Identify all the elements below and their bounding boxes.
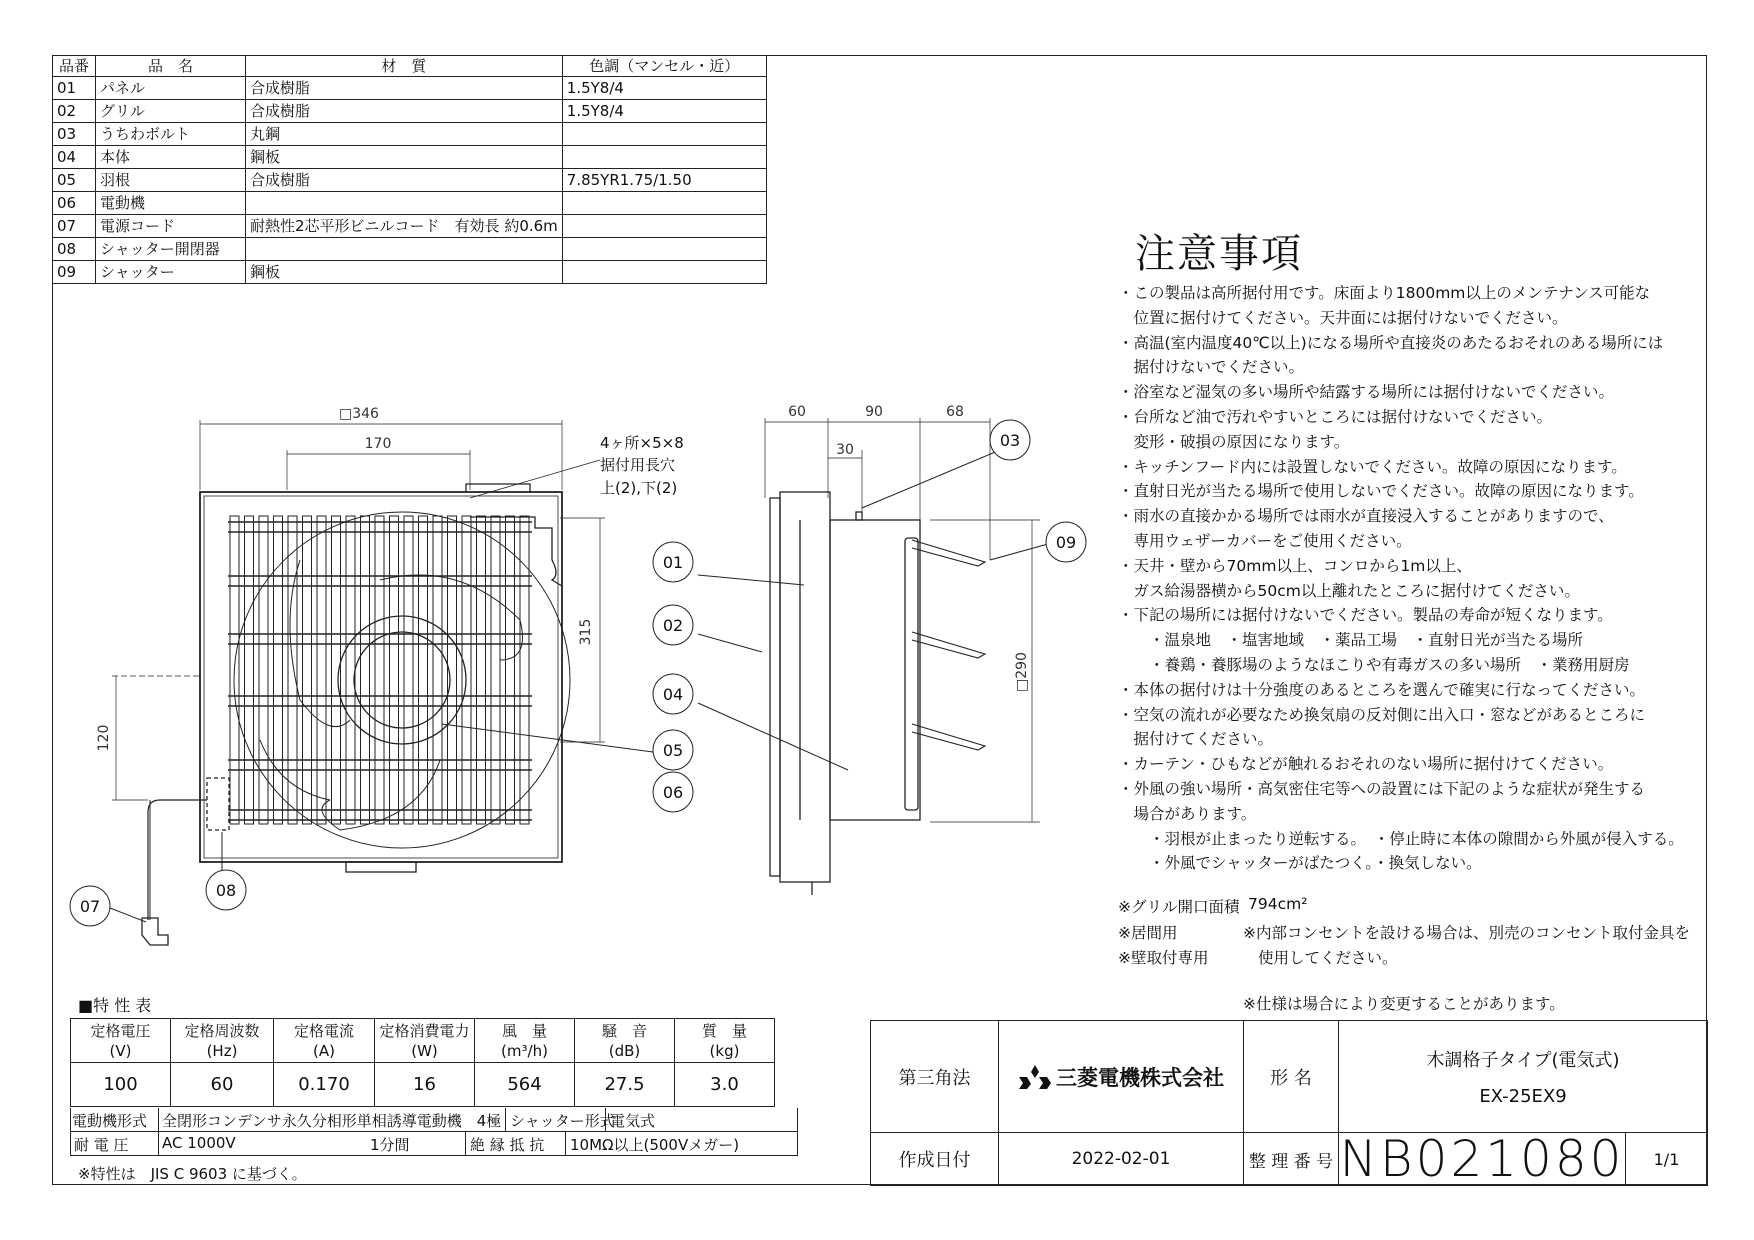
- note-line: ・台所など油で汚れやすいところには据付けないでください。: [1118, 407, 1553, 426]
- front-view: [112, 420, 605, 945]
- grille-bar: [375, 516, 384, 824]
- side-panel: [770, 498, 780, 876]
- spec-footnote: ※特性は JIS C 9603 に基づく。: [78, 1165, 307, 1183]
- model-cell: [1339, 1021, 1708, 1133]
- parts-cell-material: 鋼板: [246, 146, 563, 169]
- callout-label: 02: [662, 616, 684, 635]
- parts-cell-material: 合成樹脂: [246, 169, 563, 192]
- company-cell: [999, 1021, 1244, 1133]
- note-line: 専用ウェザーカバーをご使用ください。: [1118, 531, 1412, 550]
- spec-header-line: 風 量: [501, 1021, 547, 1040]
- callout-09: [1046, 522, 1086, 562]
- note-line: ・外風でシャッターがばたつく。・換気しない。: [1118, 854, 1482, 873]
- company-name: 三菱電機株式会社: [1056, 1065, 1224, 1090]
- spec-header-line: 定格消費電力: [379, 1021, 470, 1040]
- grille-bar: [491, 516, 500, 824]
- grille-bar: [274, 516, 283, 824]
- notes-list: [1118, 281, 1684, 876]
- spec-header-line: 定格電圧: [90, 1021, 151, 1040]
- callout-08: [206, 870, 246, 910]
- parts-cell-name: 羽根: [96, 169, 246, 192]
- grille-bar: [404, 516, 413, 824]
- spec-header-line: (kg): [709, 1041, 740, 1060]
- spec-header: [475, 1019, 575, 1063]
- callout-03: [990, 420, 1030, 460]
- parts-cell-color: 1.5Y8/4: [562, 77, 766, 100]
- hole-note-2: 据付用長穴: [600, 456, 676, 474]
- parts-cell-no: 01: [53, 77, 96, 100]
- callout-01: [653, 542, 693, 582]
- callout-label: 08: [215, 881, 237, 900]
- note-line: ・浴室など湿気の多い場所や結露する場所には据付けないでください。: [1118, 383, 1615, 402]
- parts-cell-no: 09: [53, 261, 96, 284]
- spec-value: 27.5: [575, 1063, 675, 1107]
- grille-bar: [245, 516, 254, 824]
- dim-hole-spacing: 170: [364, 436, 392, 452]
- number-label: 整 理 番 号: [1244, 1133, 1339, 1186]
- note-line: ・雨水の直接かかる場所では雨水が直接浸入することがありますので、: [1118, 507, 1614, 526]
- parts-cell-no: 04: [53, 146, 96, 169]
- callout-04: [653, 674, 693, 714]
- parts-cell-no: 06: [53, 192, 96, 215]
- shutter-blade: [912, 540, 985, 566]
- callout-02: [653, 605, 693, 645]
- spec-header-line: 定格電流: [293, 1021, 354, 1040]
- note-line: 据付けてください。: [1118, 730, 1274, 749]
- parts-header-color: 色調（マンセル・近）: [562, 56, 766, 77]
- shutter-type-label: シャッター形式: [510, 1112, 615, 1130]
- grille-bar: [317, 516, 326, 824]
- shutter-blade: [912, 724, 985, 750]
- callout-label: 01: [662, 553, 684, 572]
- note-line: ・天井・壁から70mm以上、コンロから1m以上、: [1118, 556, 1472, 575]
- spec-header: [575, 1019, 675, 1063]
- parts-cell-material: 鋼板: [246, 261, 563, 284]
- note-line: ・カーテン・ひもなどが触れるおそれのない場所に据付けてください。: [1118, 755, 1614, 774]
- note-line: ・直射日光が当たる場所で使用しないでください。故障の原因になります。: [1118, 482, 1644, 501]
- note-line: ・養鶏・養豚場のようなほこりや有毒ガスの多い場所 ・業務用厨房: [1118, 655, 1630, 674]
- parts-cell-name: グリル: [96, 100, 246, 123]
- spec-header-line: (Hz): [206, 1041, 238, 1060]
- note-line: ガス給湯器横から50cm以上離れたところに据付けてください。: [1118, 581, 1580, 600]
- outlet-note-1: ※内部コンセントを設ける場合は、別売のコンセント取付金具を: [1243, 924, 1690, 942]
- dim-side-60: 60: [788, 404, 806, 420]
- note-line: ・温泉地 ・塩害地域 ・薬品工場 ・直射日光が当たる場所: [1118, 631, 1584, 650]
- grill-area-value: 794cm²: [1248, 895, 1308, 913]
- spec-value: 0.170: [274, 1063, 375, 1107]
- parts-cell-name: うちわボルト: [96, 123, 246, 146]
- spec-header-line: (dB): [608, 1041, 641, 1060]
- grille-bar: [477, 516, 486, 824]
- spec-header: [375, 1019, 475, 1063]
- grille-bar: [303, 516, 312, 824]
- callout-label: 04: [662, 685, 684, 704]
- dim-height-315: 315: [578, 618, 594, 646]
- callout-07: [70, 886, 110, 926]
- dim-side-68: 68: [946, 404, 964, 420]
- parts-cell-material: 合成樹脂: [246, 100, 563, 123]
- side-body: [830, 520, 920, 820]
- callout-label: 07: [79, 897, 101, 916]
- spec-extra: [70, 1108, 798, 1162]
- note-line: ・空気の流れが必要なため換気扇の反対側に出入口・窓などがあるところに: [1118, 705, 1646, 724]
- dim-height-120: 120: [96, 724, 112, 752]
- parts-cell-no: 05: [53, 169, 96, 192]
- note-line: 据付けないでください。: [1118, 358, 1305, 377]
- spec-header-line: (W): [411, 1041, 438, 1060]
- parts-cell-no: 02: [53, 100, 96, 123]
- motor-type-label: 電動機形式: [72, 1112, 148, 1130]
- parts-cell-name: シャッター開閉器: [96, 238, 246, 261]
- withstand-value: AC 1000V: [162, 1134, 236, 1152]
- side-view: [765, 418, 1040, 895]
- spec-header: [71, 1019, 171, 1063]
- spec-value: 564: [475, 1063, 575, 1107]
- dim-overall: □346: [339, 406, 379, 422]
- dim-side-90: 90: [865, 404, 883, 420]
- spec-header-line: (A): [313, 1041, 335, 1060]
- panel-outline: [200, 492, 562, 862]
- spec-value: 3.0: [675, 1063, 775, 1107]
- shutter-blade: [912, 632, 985, 658]
- notes-title: 注意事項: [1135, 231, 1303, 277]
- parts-cell-material: 丸鋼: [246, 123, 563, 146]
- callout-label: 05: [662, 741, 684, 760]
- drawing-number: NB021080: [1339, 1130, 1625, 1188]
- grille-bar: [361, 516, 370, 824]
- note-line: 場合があります。: [1118, 804, 1257, 823]
- usage-living: ※居間用: [1118, 924, 1178, 942]
- grille-bar: [462, 516, 471, 824]
- spec-value: 16: [375, 1063, 475, 1107]
- grille-bar: [433, 516, 442, 824]
- grille-bar: [419, 516, 428, 824]
- shutter-type: 電気式: [610, 1112, 656, 1130]
- spec-header: [675, 1019, 775, 1063]
- mitsubishi-logo-icon: [1018, 1064, 1052, 1090]
- parts-cell-color: 1.5Y8/4: [562, 100, 766, 123]
- spec-header-line: (V): [109, 1041, 132, 1060]
- grille-bar: [506, 516, 515, 824]
- note-line: 位置に据付けてください。天井面には据付けないでください。: [1118, 308, 1568, 327]
- grille-bar: [390, 516, 399, 824]
- hole-note-3: 上(2),下(2): [600, 479, 678, 497]
- parts-cell-no: 07: [53, 215, 96, 238]
- note-line: ・羽根が止まったり逆転する。 ・停止時に本体の隙間から外風が侵入する。: [1118, 829, 1684, 848]
- note-line: ・下記の場所には据付けないでください。製品の寿命が短くなります。: [1118, 606, 1613, 625]
- note-line: ・本体の据付けは十分強度のあるところを選んで確実に行なってください。: [1118, 680, 1646, 699]
- withstand-time: 1分間: [370, 1136, 410, 1154]
- date-value: 2022-02-01: [999, 1133, 1244, 1186]
- power-cord: [148, 800, 207, 920]
- grille-bar: [346, 516, 355, 824]
- parts-cell-name: 本体: [96, 146, 246, 169]
- parts-cell-name: パネル: [96, 77, 246, 100]
- callout-05: [653, 730, 693, 770]
- sheet-number: 1/1: [1626, 1133, 1708, 1186]
- callout-label: 09: [1055, 533, 1077, 552]
- model-label: 形 名: [1244, 1021, 1339, 1133]
- insulation-label: 絶 縁 抵 抗: [470, 1136, 545, 1154]
- note-line: ・キッチンフード内には設置しないでください。故障の原因になります。: [1118, 457, 1627, 476]
- grille-bar: [259, 516, 268, 824]
- spec-table-title: ■特 性 表: [78, 996, 152, 1015]
- note-line: ・高温(室内温度40℃以上)になる場所や直接炎のあたるおそれのある場所には: [1118, 333, 1664, 352]
- shutter-switch-outline: [207, 778, 229, 830]
- spec-header-line: (m³/h): [501, 1041, 548, 1060]
- hole-note-1: 4ヶ所×5×8: [600, 434, 684, 452]
- outlet-note-2: 使用してください。: [1258, 949, 1398, 967]
- dim-side-30: 30: [836, 442, 854, 458]
- model-name: EX-25EX9: [1479, 1086, 1567, 1107]
- note-line: ・この製品は高所据付用です。床面より1800mm以上のメンテナンス可能な: [1118, 284, 1651, 302]
- title-block: [870, 1020, 1708, 1186]
- parts-cell-no: 03: [53, 123, 96, 146]
- spec-header-line: 騒 音: [601, 1021, 647, 1040]
- spec-value: 100: [71, 1063, 171, 1107]
- spec-header: [171, 1019, 274, 1063]
- spec-header: [274, 1019, 375, 1063]
- usage-wall: ※壁取付専用: [1118, 949, 1209, 967]
- parts-header-material: 材 質: [246, 56, 563, 77]
- parts-cell-name: 電動機: [96, 192, 246, 215]
- withstand-label: 耐 電 圧: [74, 1136, 129, 1154]
- callout-06: [653, 772, 693, 812]
- motor-type: 全閉形コンデンサ永久分相形単相誘導電動機 4極: [162, 1112, 502, 1130]
- parts-cell-material: 耐熱性2芯平形ビニルコード 有効長 約0.6m: [246, 215, 563, 238]
- parts-header-name: 品 名: [96, 56, 246, 77]
- parts-cell-name: シャッター: [96, 261, 246, 284]
- spec-change-note: ※仕様は場合により変更することがあります。: [1243, 995, 1565, 1013]
- date-label: 作成日付: [871, 1133, 999, 1186]
- parts-cell-no: 08: [53, 238, 96, 261]
- parts-cell-name: 電源コード: [96, 215, 246, 238]
- spec-header-line: 定格周波数: [184, 1021, 260, 1040]
- dim-side-290: □290: [1014, 652, 1030, 692]
- grille-bar: [288, 516, 297, 824]
- shutter-rail: [905, 538, 918, 810]
- note-line: 変形・破損の原因になります。: [1118, 432, 1350, 451]
- spec-value: 60: [171, 1063, 274, 1107]
- insulation-value: 10MΩ以上(500Vメガー): [570, 1136, 740, 1154]
- model-type: 木調格子タイプ(電気式): [1426, 1050, 1620, 1071]
- grill-area-label: ※グリル開口面積: [1118, 898, 1240, 916]
- callout-label: 06: [662, 783, 684, 802]
- parts-cell-material: 合成樹脂: [246, 77, 563, 100]
- spec-header-line: 質 量: [701, 1021, 747, 1040]
- parts-cell-color: 7.85YR1.75/1.50: [562, 169, 766, 192]
- side-frame: [780, 492, 830, 882]
- bottom-tab: [346, 862, 416, 872]
- parts-header-no: 品番: [53, 56, 96, 77]
- spec-table: [70, 1018, 775, 1107]
- callout-label: 03: [999, 431, 1021, 450]
- note-line: ・外風の強い場所・高気密住宅等への設置には下記のような症状が発生する: [1118, 779, 1646, 798]
- projection: 第三角法: [871, 1021, 999, 1133]
